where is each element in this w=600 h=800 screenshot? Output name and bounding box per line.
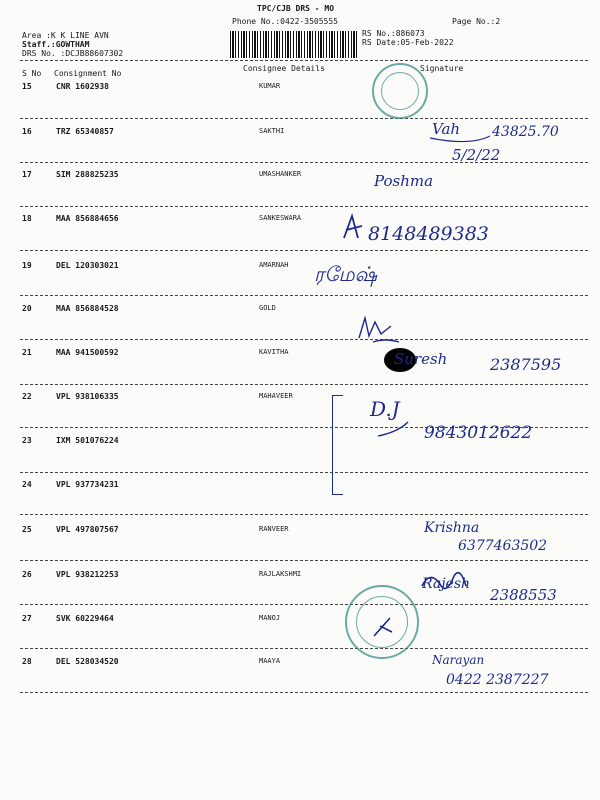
table-row: [0, 170, 600, 214]
row-sno: 20: [22, 304, 32, 313]
signature-row18: [340, 210, 540, 250]
delivery-stamp: [372, 63, 428, 119]
row-consignee: MANOJ: [259, 614, 281, 622]
row-consignment: MAA 941500592: [56, 348, 119, 357]
col-signature: Signature: [420, 64, 464, 73]
svg-text:43825.70: 43825.70: [492, 124, 559, 140]
row-divider: [20, 692, 588, 693]
phone-number: Phone No.:0422-3505555: [232, 17, 338, 26]
row-sno: 25: [22, 525, 32, 534]
row-consignee: KAVITHA: [259, 348, 289, 356]
row-sno: 26: [22, 570, 32, 579]
row-consignee: GOLD: [259, 304, 276, 312]
svg-text:ரமேஷ்: ரமேஷ்: [314, 262, 378, 286]
row-consignment: SIM 288825235: [56, 170, 119, 179]
svg-text:Suresh: Suresh: [394, 350, 448, 368]
row-consignment: TRZ 65340857: [56, 127, 114, 136]
row-consignment: MAA 856884656: [56, 214, 119, 223]
row-consignment: MAA 856884528: [56, 304, 119, 313]
svg-text:6377463502: 6377463502: [458, 538, 548, 554]
row-consignment: DEL 528034520: [56, 657, 119, 666]
row-consignment: VPL 497807567: [56, 525, 119, 534]
svg-text:8148489383: 8148489383: [368, 223, 489, 245]
row-divider: [20, 514, 588, 515]
row-sno: 23: [22, 436, 32, 445]
col-consignment: Consignment No: [54, 69, 122, 78]
row-consignee: RANVEER: [259, 525, 289, 533]
row-sno: 17: [22, 170, 32, 179]
svg-text:9843012622: 9843012622: [424, 423, 533, 443]
svg-text:0422 2387227: 0422 2387227: [446, 672, 549, 688]
signature-row27: [370, 612, 410, 642]
row-sno: 18: [22, 214, 32, 223]
row-sno: 21: [22, 348, 32, 357]
rs-number: RS No.:886073: [362, 29, 425, 38]
grouping-bracket: [332, 395, 343, 495]
row-consignee: UMASHANKER: [259, 170, 302, 178]
row-consignee: MAAYA: [259, 657, 281, 665]
row-consignment: VPL 937734231: [56, 480, 119, 489]
row-consignee: SANKESWARA: [259, 214, 302, 222]
row-consignment: SVK 60229464: [56, 614, 114, 623]
svg-text:Krishna: Krishna: [424, 520, 480, 536]
sheet-title: TPC/CJB DRS - MO: [257, 4, 335, 13]
svg-text:Rajesh: Rajesh: [422, 576, 471, 592]
row-consignment: CNR 1602938: [56, 82, 109, 91]
signature-row21: [380, 340, 590, 380]
row-consignment: VPL 938106335: [56, 392, 119, 401]
row-consignment: VPL 938212253: [56, 570, 119, 579]
signature-row17: [370, 168, 470, 198]
signature-row19: [312, 255, 492, 291]
row-sno: 22: [22, 392, 32, 401]
area-label: Area :K K LINE AVN: [22, 31, 109, 40]
signature-row16: [430, 118, 590, 168]
row-sno: 16: [22, 127, 32, 136]
row-consignment: DEL 120303021: [56, 261, 119, 270]
rs-date: RS Date:05-Feb-2022: [362, 38, 454, 47]
drs-number: DRS No. :DCJB88607302: [22, 49, 124, 58]
row-consignment: IXM 501076224: [56, 436, 119, 445]
table-row: [0, 261, 600, 305]
svg-text:2388553: 2388553: [490, 586, 557, 604]
row-consignee: MAHAVEER: [259, 392, 293, 400]
barcode: [230, 31, 357, 58]
row-consignee: SAKTHI: [259, 127, 285, 135]
signature-row26: [420, 566, 590, 606]
signature-row22: [368, 392, 588, 452]
svg-text:Vah: Vah: [432, 120, 461, 138]
page-number: Page No.:2: [452, 17, 501, 26]
row-divider: [20, 206, 588, 207]
svg-text:5/2/22: 5/2/22: [452, 146, 501, 164]
row-divider: [20, 648, 588, 649]
row-consignee: AMARNAH: [259, 261, 289, 269]
row-consignee: RAJLAKSHMI: [259, 570, 302, 578]
header-divider: [20, 60, 588, 61]
svg-text:D.J: D.J: [370, 397, 400, 421]
staff-label: Staff.:GOWTHAM: [22, 40, 90, 49]
svg-text:2387595: 2387595: [490, 355, 562, 374]
svg-text:Poshma: Poshma: [374, 172, 434, 190]
row-sno: 28: [22, 657, 32, 666]
row-sno: 15: [22, 82, 32, 91]
row-consignee: KUMAR: [259, 82, 281, 90]
row-divider: [20, 560, 588, 561]
row-sno: 19: [22, 261, 32, 270]
signature-row25: [422, 516, 592, 560]
col-consignee: Consignee Details: [243, 64, 325, 73]
row-sno: 27: [22, 614, 32, 623]
row-divider: [20, 472, 588, 473]
row-divider: [20, 250, 588, 251]
signature-row28: [428, 650, 588, 690]
row-divider: [20, 384, 588, 385]
row-divider: [20, 295, 588, 296]
row-sno: 24: [22, 480, 32, 489]
svg-text:Narayan: Narayan: [432, 653, 485, 667]
col-sno: S No: [22, 69, 42, 78]
